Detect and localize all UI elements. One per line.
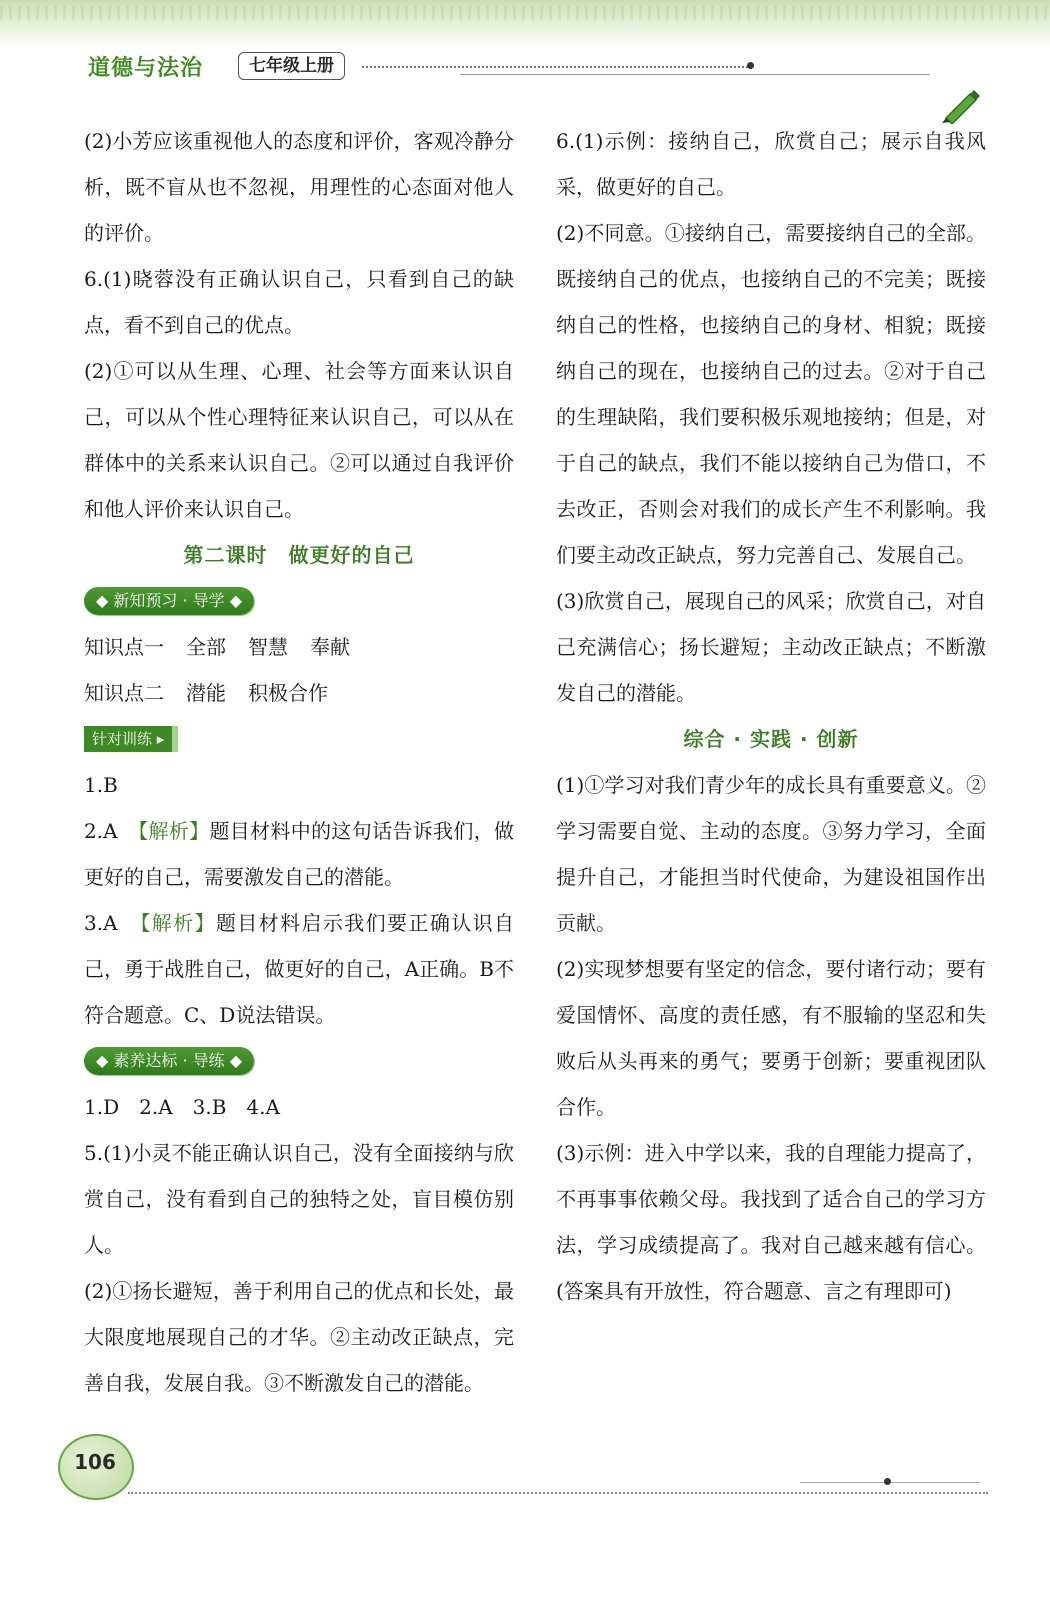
answer-paragraph: (2)①扬长避短，善于利用自己的优点和长处，最大限度地展现自己的才华。②主动改正缺点，完善自我，发展自我。③不断激发自己的潜能。 xyxy=(84,1279,514,1395)
kp-item: 全部 xyxy=(186,635,226,659)
kp-item: 智慧 xyxy=(248,635,288,659)
grade-label: 七年级上册 xyxy=(238,52,345,80)
kp-label: 知识点一 xyxy=(84,635,164,659)
header-dotted-rule xyxy=(362,66,752,68)
answer-paragraph: (2)实现梦想要有坚定的信念，要付诸行动；要有爱国情怀、高度的责任感，有不服输的坚忍和失败后从头再来的勇气；要勇于创新；要重视团队合作。 xyxy=(556,957,986,1119)
multiple-choice-answers: 1.D 2.A 3.B 4.A xyxy=(84,1095,280,1119)
page-number: 106 xyxy=(74,1450,116,1474)
answer-paragraph: (3)示例：进入中学以来，我的自理能力提高了，不再事事依赖父母。我找到了适合自己的学习方法，学习成绩提高了。我对自己越来越有信心。(答案具有开放性，符合题意、言之有理即可) xyxy=(556,1141,986,1303)
analysis-label: 【解析】 xyxy=(140,911,216,935)
analysis-text: 题目材料启示我们要正确认识自己，勇于战胜自己，做更好的自己，A正确。B不符合题意。C、D说法错误。 xyxy=(84,911,515,1027)
analysis-label: 【解析】 xyxy=(138,819,210,843)
section-title: 综合 · 实践 · 创新 xyxy=(683,727,859,751)
answer-number: 3.A xyxy=(84,911,141,935)
right-column xyxy=(556,118,986,1314)
answer-item xyxy=(84,808,514,900)
answer-paragraph: 5.(1)小灵不能正确认识自己，没有全面接纳与欣赏自己，没有看到自己的独特之处，盲目模仿别人。 xyxy=(84,1141,514,1257)
kp-item: 奉献 xyxy=(310,635,350,659)
left-column xyxy=(84,118,514,1406)
answer-paragraph: (1)①学习对我们青少年的成长具有重要意义。②学习需要自觉、主动的态度。③努力学习，全面提升自己，才能担当时代使命，为建设祖国作出贡献。 xyxy=(556,773,986,935)
page-header xyxy=(0,48,1050,88)
kp-item: 积极合作 xyxy=(248,681,328,705)
header-rule xyxy=(460,74,930,75)
answer-item xyxy=(84,900,514,1038)
badge-row xyxy=(84,716,514,762)
preview-badge: ◆ 新知预习 · 导学 ◆ xyxy=(84,587,254,615)
answer-paragraph: (3)欣赏自己，展现自己的风采；欣赏自己，对自己充满信心；扬长避短；主动改正缺点；不断激发自己的潜能。 xyxy=(556,589,986,705)
knowledge-point-2 xyxy=(84,670,514,716)
analysis-text: 题目材料中的这句话告诉我们，做更好的自己，需要激发自己的潜能。 xyxy=(84,819,515,889)
knowledge-point-1 xyxy=(84,624,514,670)
header-dot xyxy=(747,62,754,69)
answer-number: 2.A xyxy=(84,819,139,843)
footer-dot xyxy=(884,1478,891,1485)
answer-item: 1.B xyxy=(84,773,118,797)
practice-tag: 针对训练 ▸ xyxy=(84,726,178,752)
badge-row xyxy=(84,1038,514,1084)
answer-paragraph: (2)①可以从生理、心理、社会等方面来认识自己，可以从个性心理特征来认识自己，可以从在群体中的关系来认识自己。②可以通过自我评价和他人评价来认识自己。 xyxy=(84,359,514,521)
answer-paragraph: (2)小芳应该重视他人的态度和评价，客观冷静分析，既不盲从也不忽视，用理性的心态面对他人的评价。 xyxy=(84,129,514,245)
answer-paragraph: (2)不同意。①接纳自己，需要接纳自己的全部。既接纳自己的优点，也接纳自己的不完美；既接纳自己的性格，也接纳自己的身材、相貌；既接纳自己的现在，也接纳自己的过去。②对于自己的生理缺陷，我们要积极乐观地接纳；但是，对于自己的缺点，我们不能以接纳自己为借口，不去改正，否则会对我们的成长产生不利影响。我们要主动改正缺点，努力完善自己、发展自己。 xyxy=(556,221,986,567)
footer-dotted-rule xyxy=(128,1492,988,1494)
badge-row xyxy=(84,578,514,624)
literacy-badge: ◆ 素养达标 · 导练 ◆ xyxy=(84,1047,254,1075)
kp-item: 潜能 xyxy=(186,681,226,705)
answer-paragraph: 6.(1)示例：接纳自己，欣赏自己；展示自我风采，做更好的自己。 xyxy=(556,129,986,199)
top-decorative-band xyxy=(0,0,1050,48)
lesson-title: 第二课时 做更好的自己 xyxy=(183,543,415,567)
answer-paragraph: 6.(1)晓蓉没有正确认识自己，只看到自己的缺点，看不到自己的优点。 xyxy=(84,267,514,337)
subject-title: 道德与法治 xyxy=(88,56,204,81)
kp-label: 知识点二 xyxy=(84,681,164,705)
